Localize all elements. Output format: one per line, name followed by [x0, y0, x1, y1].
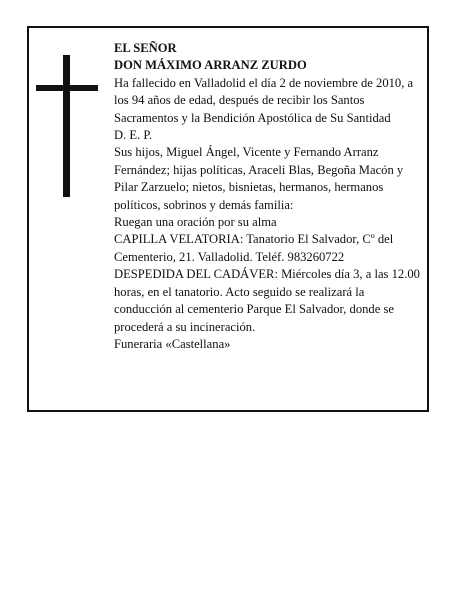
death-announcement: Ha fallecido en Valladolid el día 2 de noviembre de 2010, a los 94 años de edad, después de recibir los Santos Sacramentos y la Bendición Apostólica de Su Santidad: [114, 75, 414, 125]
funeral-home: Funeraria «Castellana»: [114, 336, 231, 351]
cross-vertical-bar: [63, 55, 70, 197]
chapel-info: CAPILLA VELATORIA: Tanatorio El Salvador, Cº del Cementerio, 21. Valladolid. Teléf. 983260722: [114, 232, 394, 264]
prayer-request: Ruegan una oración por su alma: [114, 215, 277, 230]
obituary-text: [114, 40, 422, 353]
deceased-title: EL SEÑOR: [114, 41, 177, 55]
rip-line: D. E. P.: [114, 128, 153, 143]
deceased-name: DON MÁXIMO ARRANZ ZURDO: [114, 58, 307, 73]
latin-cross-icon: [36, 55, 98, 197]
farewell-info: DESPEDIDA DEL CADÁVER: Miércoles día 3, a las 12.00 horas, en el tanatorio. Acto seguido se realizará la conducción al cementerio Parque El Salvador, donde se procederá a su incineración.: [114, 267, 420, 334]
family-list: Sus hijos, Miguel Ángel, Vicente y Fernando Arranz Fernández; hijas políticas, Araceli Blas, Begoña Macón y Pilar Zarzuelo; nietos, bisnietas, hermanos, hermanos políticos, sobrinos y demás familia:: [114, 145, 404, 212]
cross-horizontal-bar: [36, 85, 98, 91]
